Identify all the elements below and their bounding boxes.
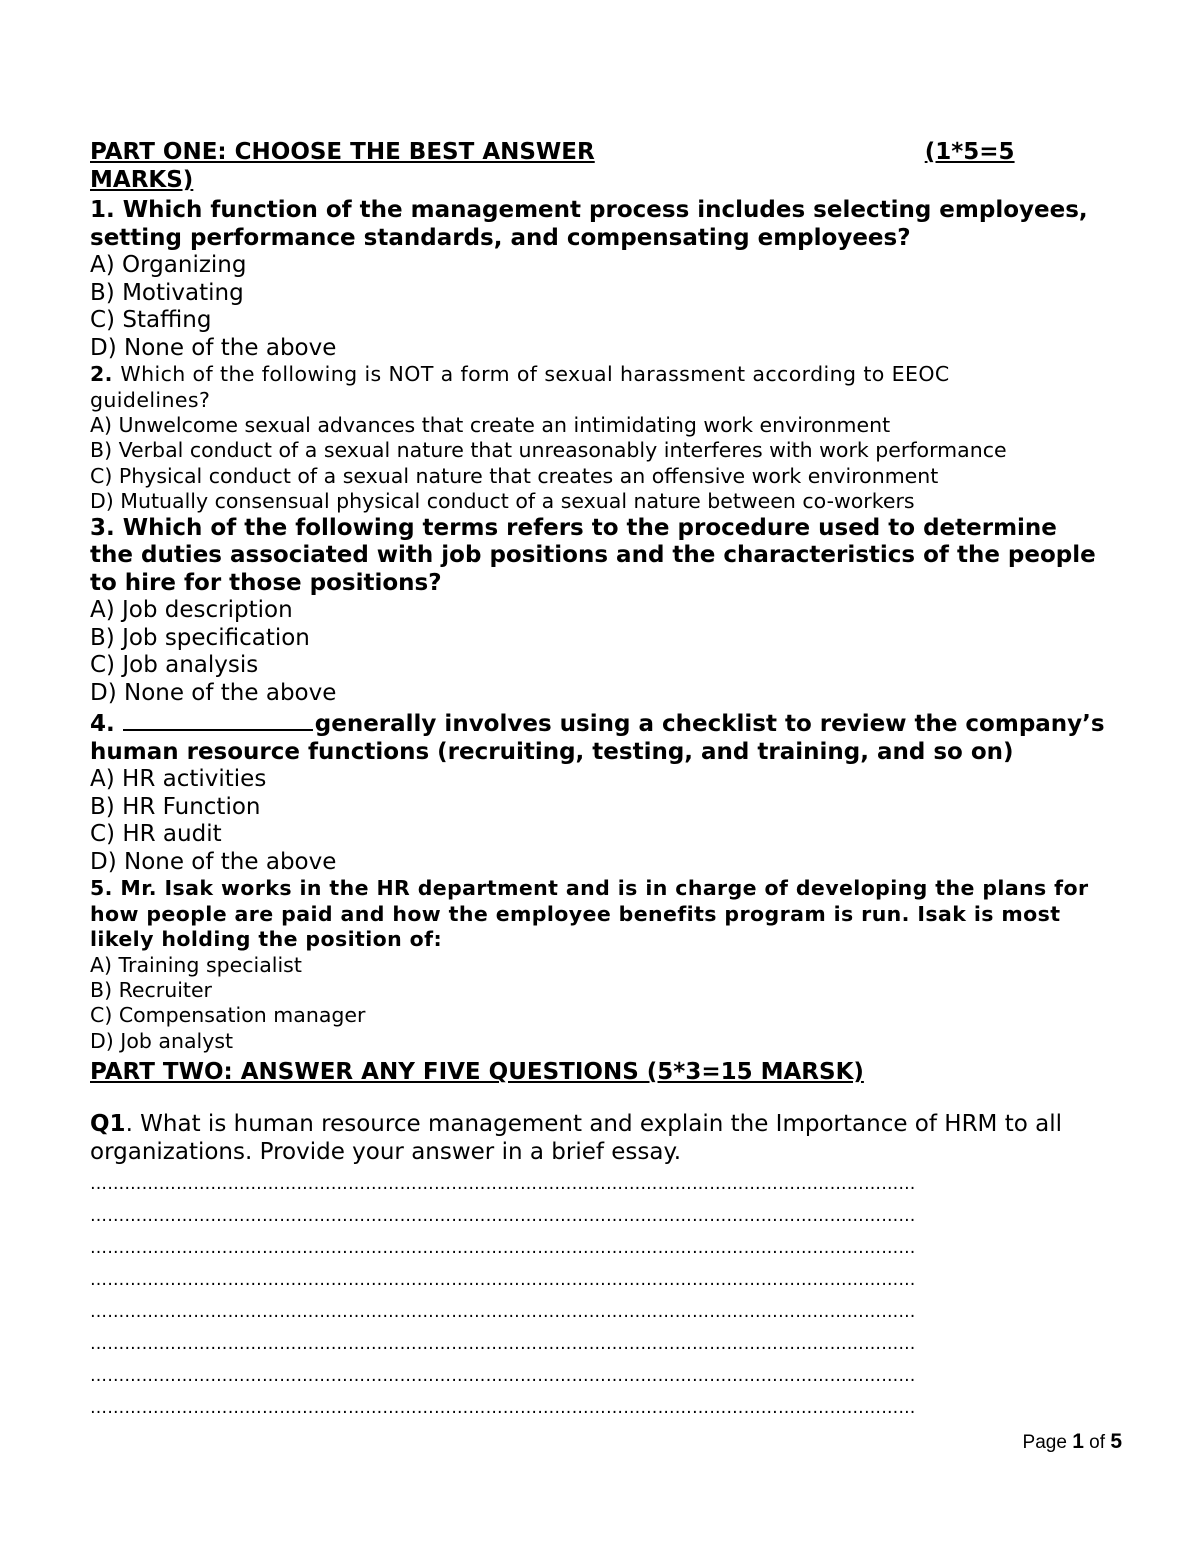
page-total: 5 [1110,1430,1122,1453]
answer-line: ……………………………………………………………………………………………………………………………… [90,1334,916,1355]
page-current: 1 [1072,1430,1084,1453]
question-4-option-c: C) HR audit [90,821,222,848]
answer-line: ……………………………………………………………………………………………………………………………… [90,1238,916,1259]
question-2-line-2: guidelines? [90,387,211,412]
question-5-option-c: C) Compensation manager [90,1003,366,1028]
question-1-option-b: B) Motivating [90,279,244,306]
question-4 [90,707,1130,876]
question-5-option-b: B) Recruiter [90,978,212,1003]
question-1-line-2: setting performance standards, and compensating employees? [90,224,911,251]
fill-in-blank[interactable] [123,707,313,731]
question-5-line-3: likely holding the position of: [90,927,443,952]
of-label: of [1089,1432,1106,1453]
question-2 [90,362,1130,515]
question-1 [90,197,1130,362]
question-2-option-d: D) Mutually consensual physical conduct of a sexual nature between co-workers [90,489,915,514]
answer-line: ……………………………………………………………………………………………………………………………… [90,1302,916,1323]
question-5-line-1: 5. Mr. Isak works in the HR department and is in charge of developing the plans for [90,876,1089,901]
question-2-option-b: B) Verbal conduct of a sexual nature that unreasonably interferes with work performance [90,438,1007,463]
page-label: Page [1022,1432,1067,1453]
page-number-footer [1023,1430,1122,1454]
question-5-option-a: A) Training specialist [90,952,302,977]
question-3 [90,515,1130,708]
answer-line: ……………………………………………………………………………………………………………………………… [90,1366,916,1387]
question-1-option-a: A) Organizing [90,252,247,278]
question-4-option-a: A) HR activities [90,766,267,793]
question-2-option-c: C) Physical conduct of a sexual nature that creates an offensive work environment [90,463,939,488]
question-1-option-d: D) None of the above [90,334,337,361]
answer-line: ……………………………………………………………………………………………………………………………… [90,1270,916,1291]
question-4-option-b: B) HR Function [90,793,261,820]
question-4-option-d: D) None of the above [90,848,337,875]
question-5-option-d: D) Job analyst [90,1028,234,1053]
answer-line: ……………………………………………………………………………………………………………………………… [90,1206,916,1227]
question-1-option-c: C) Staffing [90,307,212,333]
part-one-heading-left: PART ONE: CHOOSE THE BEST ANSWER [90,139,595,165]
part-two-question-1 [90,1110,1130,1166]
question-3-line-3: to hire for those positions? [90,569,442,596]
answer-line: ……………………………………………………………………………………………………………………………… [90,1398,916,1419]
question-2-line-1: 2. Which of the following is NOT a form of sexual harassment according to EEOC [90,362,950,386]
question-4-line-2: human resource functions (recruiting, testing, and training, and so on) [90,738,1014,765]
question-3-option-a: A) Job description [90,597,293,624]
question-3-option-c: C) Job analysis [90,652,259,679]
part-two-heading: PART TWO: ANSWER ANY FIVE QUESTIONS (5*3=15 MARSK) [90,1059,864,1086]
part-one-heading-right: (1*5=5 [924,139,1015,165]
part-one-heading [90,138,1130,166]
question-2-option-a: A) Unwelcome sexual advances that create an intimidating work environment [90,413,891,437]
question-5 [90,876,1130,1054]
part-two-question-1-line-2: organizations. Provide your answer in a brief essay. [90,1139,682,1166]
answer-line: ……………………………………………………………………………………………………………………………… [90,1174,916,1195]
part-two-question-1-line-1: Q1. What is human resource management and explain the Importance of HRM to all [90,1111,1062,1138]
answer-area[interactable] [90,1168,1130,1424]
question-5-line-2: how people are paid and how the employee benefits program is run. Isak is most [90,901,1061,926]
question-1-line-1: 1. Which function of the management process includes selecting employees, [90,197,1088,223]
question-3-option-d: D) None of the above [90,679,337,706]
exam-page [90,138,1130,1424]
question-4-line-1: 4. generally involves using a checklist to review the company’s [90,707,1130,739]
question-3-line-1: 3. Which of the following terms refers to the procedure used to determine [90,514,1057,541]
part-one-heading-cont: MARKS) [90,167,194,193]
question-3-option-b: B) Job specification [90,624,310,651]
question-3-line-2: the duties associated with job positions and the characteristics of the people [90,542,1096,569]
